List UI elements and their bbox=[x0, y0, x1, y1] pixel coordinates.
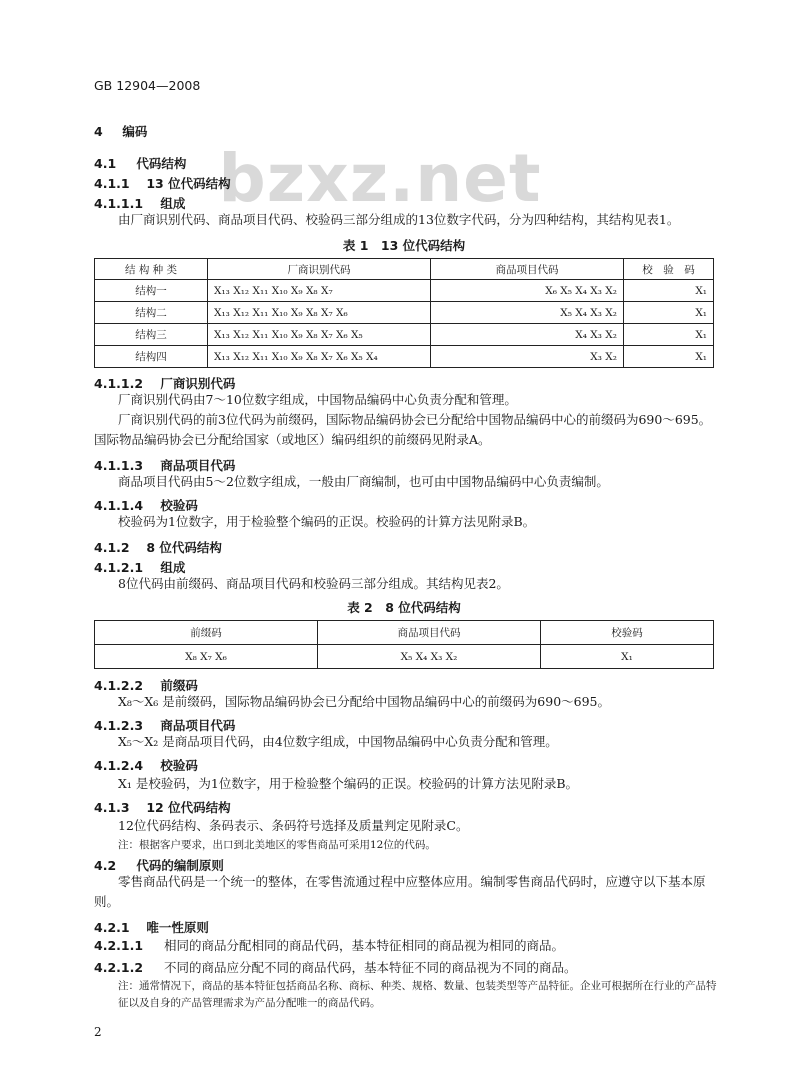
clause-4-2-1-1 bbox=[94, 936, 694, 956]
paragraph-4-1-1-2b: 厂商识别代码的前3位代码为前缀码，国际物品编码协会已分配给中国物品编码中心的前缀码为690～695。国际物品编码协会已分配给国家（或地区）编码组织的前缀码见附录A。 bbox=[94, 412, 712, 447]
table1-header-cell: 厂商识别代码 bbox=[208, 259, 431, 280]
table-row bbox=[95, 302, 714, 324]
table-cell: X₁ bbox=[541, 645, 714, 669]
standard-number: GB 12904—2008 bbox=[94, 78, 201, 93]
heading-4-2: 4.2 代码的编制原则 bbox=[94, 858, 224, 873]
table1-header-cell: 结 构 种 类 bbox=[95, 259, 208, 280]
table-row bbox=[95, 645, 714, 669]
table-cell: 结构四 bbox=[95, 346, 208, 368]
table2-caption: 表 2 8 位代码结构 bbox=[347, 600, 461, 615]
paragraph-4-1-3: 12位代码结构、条码表示、条码符号选择及质量判定见附录C。 bbox=[118, 818, 469, 833]
table1-header-cell: 校 验 码 bbox=[624, 259, 714, 280]
heading-4-1-2-1: 4.1.2.1 组成 bbox=[94, 560, 186, 575]
table2 bbox=[94, 620, 714, 669]
table-cell: X₅ X₄ X₃ X₂ bbox=[431, 302, 624, 324]
clause-text: 相同的商品分配相同的商品代码，基本特征相同的商品视为相同的商品。 bbox=[163, 938, 564, 953]
heading-4-1-1-2: 4.1.1.2 厂商识别代码 bbox=[94, 376, 236, 391]
heading-4-1-1-3: 4.1.1.3 商品项目代码 bbox=[94, 458, 236, 473]
paragraph-4-1-1-4: 校验码为1位数字，用于检验整个编码的正误。校验码的计算方法见附录B。 bbox=[118, 514, 536, 529]
table-cell: X₅ X₄ X₃ X₂ bbox=[318, 645, 541, 669]
heading-4-1-2-3: 4.1.2.3 商品项目代码 bbox=[94, 718, 236, 733]
clause-text: 不同的商品应分配不同的商品代码，基本特征不同的商品视为不同的商品。 bbox=[163, 960, 577, 975]
watermark: bzxz.net bbox=[218, 140, 542, 217]
heading-4-1-2: 4.1.2 8 位代码结构 bbox=[94, 540, 222, 555]
paragraph-4-1-2-3: X₅～X₂ 是商品项目代码，由4位数字组成，中国物品编码中心负责分配和管理。 bbox=[118, 734, 558, 749]
table-row bbox=[95, 324, 714, 346]
table1-caption: 表 1 13 位代码结构 bbox=[342, 238, 466, 253]
table-cell: X₁₃ X₁₂ X₁₁ X₁₀ X₉ X₈ X₇ X₆ X₅ bbox=[208, 324, 431, 346]
table-row bbox=[95, 280, 714, 302]
table-cell: X₁₃ X₁₂ X₁₁ X₁₀ X₉ X₈ X₇ X₆ bbox=[208, 302, 431, 324]
heading-4: 4 编码 bbox=[94, 124, 148, 139]
table-cell: X₁₃ X₁₂ X₁₁ X₁₀ X₉ X₈ X₇ X₆ X₅ X₄ bbox=[208, 346, 431, 368]
note-4-1-3: 注：根据客户要求，出口到北美地区的零售商品可采用12位的代码。 bbox=[118, 839, 436, 851]
heading-4-1-1-1: 4.1.1.1 组成 bbox=[94, 196, 186, 211]
table2-header-cell: 前缀码 bbox=[95, 621, 318, 645]
table2-header-cell: 校验码 bbox=[541, 621, 714, 645]
paragraph-4-1-1-3: 商品项目代码由5～2位数字组成，一般由厂商编制，也可由中国物品编码中心负责编制。 bbox=[118, 474, 609, 489]
paragraph-4-2: 零售商品代码是一个统一的整体，在零售流通过程中应整体应用。编制零售商品代码时，应遵守以下基本原则。 bbox=[94, 874, 706, 909]
table1 bbox=[94, 258, 714, 368]
table-cell: X₄ X₃ X₂ bbox=[431, 324, 624, 346]
table-cell: X₁ bbox=[624, 324, 714, 346]
clause-4-2-1-2 bbox=[94, 958, 694, 978]
heading-4-1-2-2: 4.1.2.2 前缀码 bbox=[94, 678, 198, 693]
table-row bbox=[95, 346, 714, 368]
table-cell: X₃ X₂ bbox=[431, 346, 624, 368]
table-cell: 结构二 bbox=[95, 302, 208, 324]
table1-header-cell: 商品项目代码 bbox=[431, 259, 624, 280]
table-cell: X₆ X₅ X₄ X₃ X₂ bbox=[431, 280, 624, 302]
paragraph-4-1-1-1: 由厂商识别代码、商品项目代码、校验码三部分组成的13位数字代码，分为四种结构，其结构见表1。 bbox=[118, 212, 680, 227]
heading-4-1-2-4: 4.1.2.4 校验码 bbox=[94, 758, 198, 773]
table-cell: 结构三 bbox=[95, 324, 208, 346]
paragraph-4-1-1-2a: 厂商识别代码由7～10位数字组成，中国物品编码中心负责分配和管理。 bbox=[118, 392, 517, 407]
heading-4-2-1: 4.2.1 唯一性原则 bbox=[94, 920, 209, 935]
table1-header-row bbox=[95, 259, 714, 280]
table2-header-cell: 商品项目代码 bbox=[318, 621, 541, 645]
heading-4-1: 4.1 代码结构 bbox=[94, 156, 187, 171]
table2-header-row bbox=[95, 621, 714, 645]
table-cell: X₁ bbox=[624, 302, 714, 324]
heading-4-1-1: 4.1.1 13 位代码结构 bbox=[94, 176, 231, 191]
paragraph-4-1-2-4: X₁ 是校验码，为1位数字，用于检验整个编码的正误。校验码的计算方法见附录B。 bbox=[118, 776, 579, 791]
paragraph-4-1-2-2: X₈～X₆ 是前缀码，国际物品编码协会已分配给中国物品编码中心的前缀码为690～695。 bbox=[118, 694, 611, 709]
clause-number: 4.2.1.2 bbox=[94, 960, 144, 975]
note-4-2-1-2: 注：通常情况下，商品的基本特征包括商品名称、商标、种类、规格、数量、包装类型等产品特征。企业可根据所在行业的产品特征以及自身的产品管理需求为产品分配唯一的商品代码。 bbox=[118, 980, 717, 1009]
table-cell: X₁₃ X₁₂ X₁₁ X₁₀ X₉ X₈ X₇ bbox=[208, 280, 431, 302]
table-cell: 结构一 bbox=[95, 280, 208, 302]
heading-4-1-3: 4.1.3 12 位代码结构 bbox=[94, 800, 231, 815]
heading-4-1-1-4: 4.1.1.4 校验码 bbox=[94, 498, 198, 513]
table-cell: X₈ X₇ X₆ bbox=[95, 645, 318, 669]
paragraph-4-1-2-1: 8位代码由前缀码、商品项目代码和校验码三部分组成。其结构见表2。 bbox=[118, 576, 509, 591]
table-cell: X₁ bbox=[624, 346, 714, 368]
page-number: 2 bbox=[94, 1025, 102, 1039]
clause-number: 4.2.1.1 bbox=[94, 938, 144, 953]
table-cell: X₁ bbox=[624, 280, 714, 302]
